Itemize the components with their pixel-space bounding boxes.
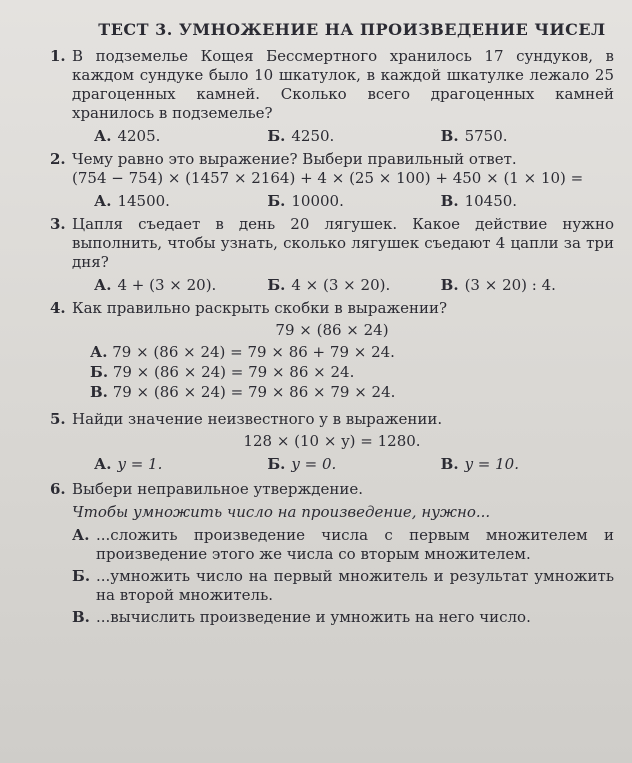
- question-4: [50, 299, 614, 402]
- answer-options: [50, 343, 614, 402]
- option-v[interactable]: [441, 276, 614, 295]
- option-label: А.: [94, 455, 112, 473]
- option-label: А.: [72, 526, 90, 544]
- option-a[interactable]: [94, 455, 267, 474]
- option-b[interactable]: [90, 363, 614, 382]
- option-value: 79 × (86 × 24) = 79 × 86 × 79 × 24.: [112, 383, 396, 401]
- question-text: Чему равно это выражение? Выбери правильный ответ.: [72, 150, 517, 168]
- question-3: [50, 215, 614, 295]
- option-b[interactable]: [267, 455, 440, 474]
- question-5: [50, 410, 614, 474]
- option-value: y = 0.: [291, 455, 337, 473]
- option-a[interactable]: [94, 192, 267, 211]
- option-label: А.: [94, 127, 112, 145]
- option-label: В.: [90, 383, 108, 401]
- option-value: ...умножить число на первый множитель и результат умножить на второй множитель.: [96, 567, 614, 604]
- option-label: Б.: [267, 192, 286, 210]
- question-number: 1.: [50, 47, 66, 65]
- option-v[interactable]: [441, 127, 614, 146]
- option-value: 5750.: [464, 127, 508, 145]
- answer-options: [50, 127, 614, 146]
- option-b[interactable]: [267, 192, 440, 211]
- option-label: Б.: [267, 276, 286, 294]
- option-value: 4 + (3 × 20).: [117, 276, 217, 294]
- option-value: 79 × (86 × 24) = 79 × 86 × 24.: [112, 363, 355, 381]
- option-value: 4250.: [291, 127, 335, 145]
- question-6: [50, 480, 614, 627]
- option-value: 4 × (3 × 20).: [291, 276, 391, 294]
- expression: 128 × (10 × y) = 1280.: [243, 432, 421, 450]
- answer-options: [50, 276, 614, 295]
- question-text: В подземелье Кощея Бессмертного хранилось 17 сундуков, в каждом сундуке было 10 шкатулок, в каждой шкатулке лежало 25 драгоценных камней. Сколько всего драгоценных камней хранилось в подземелье?: [72, 47, 614, 122]
- question-number: 4.: [50, 299, 66, 317]
- option-value: y = 1.: [117, 455, 163, 473]
- question-1: [50, 47, 614, 146]
- option-value: y = 10.: [464, 455, 519, 473]
- option-v[interactable]: [90, 383, 614, 402]
- option-label: В.: [440, 455, 459, 473]
- option-label: Б.: [267, 455, 286, 473]
- option-label: В.: [440, 192, 459, 210]
- option-label: В.: [440, 276, 459, 294]
- question-number: 2.: [50, 150, 66, 168]
- answer-options: [50, 192, 614, 211]
- option-a[interactable]: [90, 343, 614, 362]
- option-v[interactable]: [50, 608, 614, 627]
- answer-options: [50, 455, 614, 474]
- expression: (754 − 754) × (1457 × 2164) + 4 × (25 × 100) + 450 × (1 × 10) =: [72, 169, 584, 187]
- question-2: [50, 150, 614, 211]
- test-title: ТЕСТ 3. УМНОЖЕНИЕ НА ПРОИЗВЕДЕНИЕ ЧИСЕЛ: [98, 20, 606, 39]
- question-text: Как правильно раскрыть скобки в выражении?: [72, 299, 448, 317]
- question-text: Найди значение неизвестного y в выражении.: [72, 410, 443, 428]
- expression: 79 × (86 × 24): [275, 321, 389, 339]
- option-label: В.: [440, 127, 459, 145]
- option-label: Б.: [72, 567, 91, 585]
- option-label: Б.: [267, 127, 286, 145]
- option-b[interactable]: [267, 127, 440, 146]
- question-number: 3.: [50, 215, 66, 233]
- option-label: В.: [72, 608, 90, 626]
- option-value: 10450.: [464, 192, 518, 210]
- option-value: 4205.: [117, 127, 161, 145]
- option-value: (3 × 20) : 4.: [464, 276, 556, 294]
- option-v[interactable]: [441, 192, 614, 211]
- option-a[interactable]: [50, 526, 614, 564]
- option-label: А.: [90, 343, 108, 361]
- option-a[interactable]: [94, 276, 267, 295]
- option-label: А.: [94, 276, 112, 294]
- option-b[interactable]: [50, 567, 614, 605]
- option-b[interactable]: [267, 276, 440, 295]
- option-value: ...вычислить произведение и умножить на него число.: [96, 608, 531, 626]
- question-lead: Чтобы умножить число на произведение, нужно...: [72, 503, 491, 521]
- question-number: 6.: [50, 480, 66, 498]
- question-text: Выбери неправильное утверждение.: [72, 480, 364, 498]
- option-a[interactable]: [94, 127, 267, 146]
- option-label: А.: [94, 192, 112, 210]
- option-value: 14500.: [117, 192, 170, 210]
- option-v[interactable]: [441, 455, 614, 474]
- option-value: 10000.: [291, 192, 344, 210]
- question-text: Цапля съедает в день 20 лягушек. Какое действие нужно выполнить, чтобы узнать, сколько лягушек съедают 4 цапли за три дня?: [72, 215, 614, 271]
- option-value: 79 × (86 × 24) = 79 × 86 + 79 × 24.: [112, 343, 395, 361]
- option-label: Б.: [90, 363, 109, 381]
- question-number: 5.: [50, 410, 66, 428]
- option-value: ...сложить произведение числа с первым множителем и произведение этого же числа со вторым множителем.: [96, 526, 614, 563]
